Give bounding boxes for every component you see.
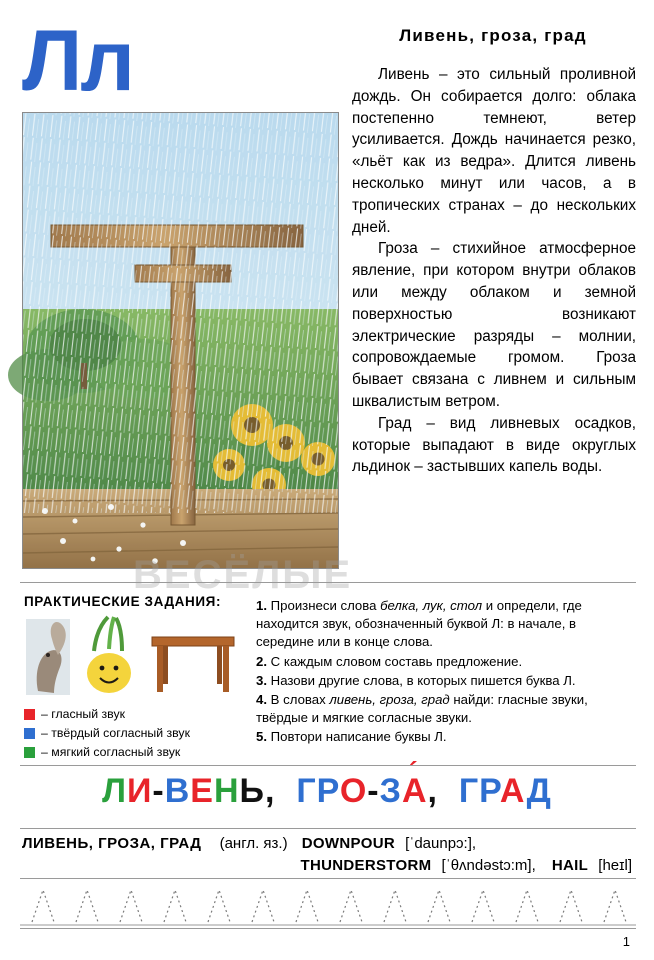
syllable-char: - xyxy=(367,772,380,810)
syllable-char: Д xyxy=(526,772,552,810)
onion-picture xyxy=(82,617,136,695)
letter-tracing-row xyxy=(20,884,636,926)
translation-block xyxy=(22,833,636,877)
task-text: Повтори написание буквы Л. xyxy=(270,729,447,745)
tracing-graphic xyxy=(20,884,636,926)
article-paragraph-1: Ливень – это сильный проливной дождь. Он собирается долго: облака постепенно темнеют, ветер усиливается. Дождь начинается резко, «льёт как из ведра». Длится ливень несколько минут или часов, а в тропических странах – до нескольких дней. xyxy=(352,66,636,236)
divider-4 xyxy=(20,878,636,879)
syllable-char xyxy=(275,772,285,810)
task-item xyxy=(256,597,636,652)
legend-label-hard: – твёрдый согласный звук xyxy=(41,726,190,740)
task-item xyxy=(256,653,636,671)
syllable-line xyxy=(0,772,654,811)
syllable-char: , xyxy=(427,772,438,810)
syllable-char: , xyxy=(264,772,276,810)
legend-row-hard xyxy=(24,725,244,742)
legend-swatch-soft xyxy=(24,747,35,758)
legend-swatch-vowel xyxy=(24,709,35,720)
translation-russian: ЛИВЕНЬ, ГРОЗА, ГРАД xyxy=(22,835,202,852)
task-text: белка, лук, стол xyxy=(380,598,483,613)
task-text: Произнеси слова xyxy=(270,598,381,613)
squirrel-picture xyxy=(26,619,70,695)
traced-letter xyxy=(604,890,626,922)
task-number: 5. xyxy=(256,729,271,745)
translation-line-1 xyxy=(22,833,636,855)
syllable-char xyxy=(448,772,458,810)
task-number: 2. xyxy=(256,653,271,669)
sound-legend xyxy=(24,706,244,763)
translation-ipa-thunderstorm: [ˈθʌndəstɔ:m], xyxy=(441,857,536,874)
translation-en-thunderstorm: THUNDERSTORM xyxy=(300,857,432,874)
syllable-char: З xyxy=(379,772,402,810)
divider-3 xyxy=(20,828,636,829)
syllable-char: А xyxy=(499,772,527,810)
traced-letter xyxy=(296,890,318,922)
syllable-char xyxy=(286,772,296,810)
traced-letter xyxy=(516,890,538,922)
rain-storm-illustration xyxy=(22,112,353,597)
traced-letter xyxy=(384,890,406,922)
syllable-char: Н xyxy=(213,772,240,810)
article-body xyxy=(352,64,636,478)
syllable-char: О xyxy=(339,772,368,810)
divider-5 xyxy=(20,928,636,929)
page-title: Лл xyxy=(22,13,133,109)
translation-en-hail: HAIL xyxy=(551,857,589,874)
task-text: В словах xyxy=(270,692,330,708)
legend-row-vowel xyxy=(24,706,244,723)
translation-line-2 xyxy=(22,855,636,877)
syllable-char: Ь xyxy=(239,772,265,810)
task-list xyxy=(256,597,636,748)
syllable-char: Л xyxy=(102,772,127,810)
syllable-char: Г xyxy=(458,772,480,810)
task-number: 1. xyxy=(256,598,271,613)
syllable-char: А ´ xyxy=(402,772,428,810)
traced-letter xyxy=(208,890,230,922)
traced-letter xyxy=(560,890,582,922)
legend-label-vowel: – гласный звук xyxy=(41,707,125,721)
syllable-char xyxy=(438,772,448,810)
table-picture xyxy=(148,619,238,695)
syllable-char: Е xyxy=(190,772,214,810)
task-item xyxy=(256,728,636,746)
traced-letter xyxy=(472,890,494,922)
syllable-char: - xyxy=(152,772,165,810)
syllable-char: Р xyxy=(479,772,500,810)
article-paragraph-3: Град – вид ливневых осадков, которые выпадают в виде округлых льдинок – застывших капель воды. xyxy=(352,414,636,476)
legend-row-soft xyxy=(24,744,244,761)
illustration-graphic xyxy=(23,113,338,568)
traced-letter xyxy=(120,890,142,922)
article-title: Ливень, гроза, град xyxy=(399,26,587,45)
watermark: ВЕСЁЛЫЕ xyxy=(133,553,353,597)
translation-ipa-hail: [heɪl] xyxy=(598,857,632,874)
syllable-char: И xyxy=(126,772,153,810)
translation-ipa-downpour: [ˈdaunpɔ:], xyxy=(405,835,477,852)
task-item xyxy=(256,672,636,690)
task-text: Назови другие слова, в которых пишется буква Л. xyxy=(270,672,576,688)
legend-label-soft: – мягкий согласный звук xyxy=(41,745,181,759)
legend-swatch-hard xyxy=(24,728,35,739)
syllable-char: В xyxy=(164,772,191,810)
practice-pictures xyxy=(24,615,239,700)
traced-letter xyxy=(76,890,98,922)
divider-1 xyxy=(20,582,636,583)
syllable-char: Г xyxy=(296,772,317,810)
traced-letter xyxy=(340,890,362,922)
task-item xyxy=(256,691,636,727)
task-text: С каждым словом составь предложение. xyxy=(270,653,523,669)
page-number: 1 xyxy=(622,934,630,949)
task-text: и определи, где находится звук, обозначенный буквой Л: в начале, в середине или в конце слова. xyxy=(256,598,582,650)
syllable-char: Р xyxy=(316,772,340,810)
traced-letter xyxy=(428,890,450,922)
traced-letter xyxy=(32,890,54,922)
task-text: найди: гласные звуки, твёрдые и мягкие согласные звуки. xyxy=(256,692,588,726)
traced-letter xyxy=(164,890,186,922)
translation-lang-note: (англ. яз.) xyxy=(219,835,288,852)
traced-letter xyxy=(252,890,274,922)
divider-2 xyxy=(20,765,636,766)
translation-en-downpour: DOWNPOUR xyxy=(301,835,395,852)
task-number: 4. xyxy=(256,692,271,708)
task-number: 3. xyxy=(256,672,271,688)
task-text: ливень, гроза, град xyxy=(329,692,450,708)
practice-title: ПРАКТИЧЕСКИЕ ЗАДАНИЯ: xyxy=(24,594,222,609)
article-paragraph-2: Гроза – стихийное атмосферное явление, при котором внутри облаков или между облаком и земной поверхностью возникают электрические разряды – молнии, сопровождаемые громом. Гроза бывает связана с ливнем и сильным шквалистым ветром. xyxy=(352,240,636,410)
practice-pictures-graphic xyxy=(24,615,239,700)
